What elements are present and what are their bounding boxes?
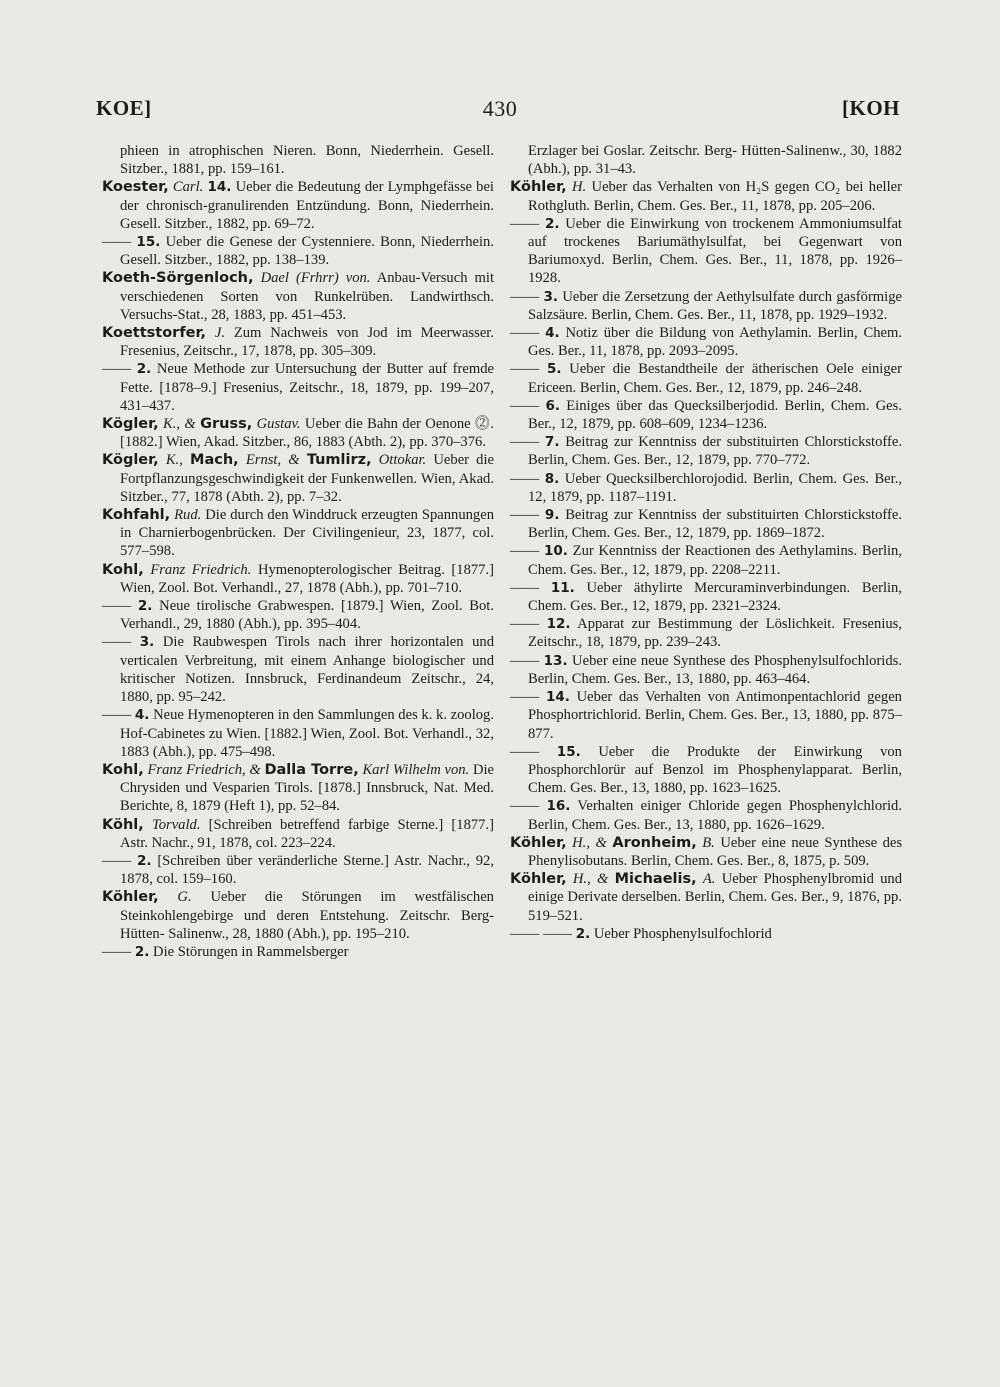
bibliography-entry [510,288,902,324]
author-surname: Kögler, [102,452,159,469]
entry-number: 12. [546,616,571,633]
bibliography-entry [102,706,494,761]
repeat-author-dash: —— [510,434,540,451]
bibliography-entry [102,142,494,178]
bibliography-entry [510,579,902,615]
author-surname: Kohl, [102,561,144,578]
author-surname: Kögler, [102,416,159,433]
entry-number: 10. [543,543,568,560]
entry-text: Erzlager bei Goslar. Zeitschr. Berg- Hütten-Salinenw., 30, 1882 (Abh.), pp. 31–43. [528,143,902,178]
entry-text: Neue tirolische Grabwespen. [1879.] Wien, Zool. Bot. Verhandl., 29, 1880 (Abh.), pp. 395–404. [120,598,494,633]
author-given-name: Franz Friedrich. [150,561,252,578]
author-surname: Tumlirz, [306,452,372,469]
repeat-author-dash: —— [510,215,540,232]
entry-text: Ueber die Bedeutung der Lymphgefässe bei der chronisch-granulirenden Entzündung. Bonn, Niederrhein. Gesell. Sitzber., 1882, pp. 69–72. [120,179,494,232]
entry-number: 2. [544,215,560,232]
author-surname: Michaelis, [614,871,697,888]
bibliography-entry [510,324,902,360]
repeat-author-dash: —— [510,543,540,560]
entry-number: 4. [545,325,560,342]
repeat-author-dash: —— —— [510,925,573,942]
entry-text: Ueber eine neue Synthese des Phenylisobutans. Berlin, Chem. Ges. Ber., 8, 1875, p. 509. [528,834,903,869]
author-surname: Kohl, [102,761,144,778]
entry-number: 2. [136,852,152,869]
running-head-left: KOE] [96,96,152,120]
entry-number: 2. [137,598,153,615]
author-given-name: A. [702,871,716,888]
entry-text: Zum Nachweis von Jod im Meerwasser. Fresenius, Zeitschr., 17, 1878, pp. 305–309. [120,325,495,360]
author-surname: Köhler, [510,834,567,851]
bibliography-entry [510,797,902,833]
bibliography-entry [510,178,902,214]
bibliography-entry [510,743,902,798]
repeat-author-dash: —— [510,470,540,487]
entry-text: Ueber die Bestandtheile der ätherischen Oele einiger Ericeen. Berlin, Chem. Ges. Ber., 12, 1879, pp. 246–248. [528,361,902,396]
author-given-name: K., [165,452,183,469]
entry-number: 3. [543,288,559,305]
author-given-name: K., & [163,416,196,433]
entry-number: 7. [544,434,560,451]
repeat-author-dash: —— [510,652,540,669]
entry-text: Ueber die Bahn der Oenone ⓶. [1882.] Wien, Akad. Sitzber., 86, 1883 (Abth. 2), pp. 370–376. [120,416,494,451]
repeat-author-dash: —— [102,598,132,615]
entry-number: 15. [136,234,161,251]
entry-text: Beitrag zur Kenntniss der substituirten Chlorstickstoffe. Berlin, Chem. Ges. Ber., 12, 1879, pp. 1869–1872. [528,507,902,542]
entry-number: 4. [134,707,150,724]
bibliography-entry [102,178,494,233]
repeat-author-dash: —— [510,689,540,706]
entry-number: 15. [556,743,581,760]
entry-number: 14. [207,179,232,196]
repeat-author-dash: —— [102,707,132,724]
author-given-name: Ottokar. [378,452,427,469]
repeat-author-dash: —— [510,397,540,414]
entry-text: Notiz über die Bildung von Aethylamin. Berlin, Chem. Ges. Ber., 11, 1878, pp. 2093–2095. [528,325,902,360]
entry-text: Die Chrysiden und Vesparien Tirols. [1878.] Innsbruck, Nat. Med. Berichte, 8, 1879 (Heft 1), pp. 52–84. [120,761,495,815]
entry-number: 9. [544,507,560,524]
author-surname: Köhl, [102,816,144,833]
entry-number: 11. [550,579,575,596]
entry-text: Die Raubwespen Tirols nach ihrer horizontalen und verticalen Verbreitung, mit einem Anhange biologischer und kritischer Notizen. Innsbruck, Ferdinandeum Zeitschr., 24, 1880, pp. 95–242. [120,634,494,706]
entry-number: 6. [545,397,560,414]
entry-number: 8. [544,470,560,487]
bibliography-entry [510,925,902,943]
entry-number: 13. [543,652,568,669]
author-given-name: Franz Friedrich, & [147,761,261,778]
author-surname: Koettstorfer, [102,325,206,342]
entry-number: 14. [545,689,570,706]
repeat-author-dash: —— [510,288,540,305]
entry-text: Ueber die Zersetzung der Aethylsulfate durch gasförmige Salzsäure. Berlin, Chem. Ges. Ber., 11, 1878, pp. 1929–1932. [528,288,902,323]
repeat-author-dash: —— [510,507,540,524]
entry-number: 2. [575,925,591,942]
bibliography-entry [102,269,494,324]
bibliography-entry [510,433,902,469]
bibliography-entry [102,324,494,360]
repeat-author-dash: —— [102,234,132,251]
bibliography-entry [102,561,494,597]
repeat-author-dash: —— [102,943,132,960]
entry-text: Ueber Phosphenylbromid und einige Derivate derselben. Berlin, Chem. Ges. Ber., 9, 1876, pp. 519–521. [528,871,903,924]
bibliography-entry [510,397,902,433]
author-surname: Gruss, [200,416,253,433]
entry-text: Einiges über das Quecksilberjodid. Berlin, Chem. Ges. Ber., 12, 1879, pp. 608–609, 1234–1236. [528,397,902,433]
entry-text: Ueber die Störungen im westfälischen Steinkohlengebirge und deren Entstehung. Zeitschr. Berg- Hütten- Salinenw., 28, 1880 (Abh.), pp. 195–210. [120,889,494,942]
bibliography-entry [102,633,494,706]
bibliography-entry [510,142,902,178]
bibliography-entry [102,451,494,506]
author-surname: Koeth-Sörgenloch, [102,270,254,287]
bibliography-entry [510,542,902,578]
entry-number: 16. [546,798,571,815]
bibliography-entry [510,470,902,506]
repeat-author-dash: —— [102,852,132,869]
bibliography-entry [102,506,494,561]
author-given-name: Karl Wilhelm von. [362,761,470,778]
entry-text: Neue Hymenopteren in den Sammlungen des k. k. zoolog. Hof-Cabinetes zu Wien. [1882.] Wien, Zool. Bot. Verhandl., 32, 1883 (Abh.), pp. 475–498. [120,707,495,760]
entry-text: Ueber die Produkte der Einwirkung von Phosphorchlorür auf Benzol im Phosphenylapparat. Berlin, Chem. Ges. Ber., 13, 1880, pp. 1623–1625. [528,743,902,797]
entry-text: Ueber Quecksilberchlorojodid. Berlin, Chem. Ges. Ber., 12, 1879, pp. 1187–1191. [528,470,903,505]
repeat-author-dash: —— [510,325,540,342]
author-given-name: Ernst, & [245,452,300,469]
bibliography-entry [510,360,902,396]
repeat-author-dash: —— [102,361,132,378]
repeat-author-dash: —— [510,361,540,378]
author-given-name: H. [571,179,587,196]
bibliography-entry [510,506,902,542]
author-surname: Mach, [190,452,239,469]
entry-text: Ueber die Genese der Cystenniere. Bonn, Niederrhein. Gesell. Sitzber., 1882, pp. 138–139. [120,234,494,269]
repeat-author-dash: —— [510,743,540,760]
author-surname: Köhler, [510,871,567,888]
author-surname: Kohfahl, [102,507,171,524]
repeat-author-dash: —— [102,634,132,651]
entry-number: 2. [134,943,150,960]
author-given-name: G. [177,889,192,906]
entry-text: Zur Kenntniss der Reactionen des Aethylamins. Berlin, Chem. Ges. Ber., 12, 1879, pp. 2208–2211. [528,543,903,578]
entry-text: Anbau-Versuch mit verschiedenen Sorten von Runkelrüben. Landwirthsch. Versuchs-Stat., 28, 1883, pp. 451–453. [120,270,495,323]
author-given-name: H., & [572,834,607,851]
author-given-name: Carl. [172,179,204,196]
entry-text: phieen in atrophischen Nieren. Bonn, Niederrhein. Gesell. Sitzber., 1881, pp. 159–161. [120,143,494,178]
entry-text: Ueber das Verhalten von Antimonpentachlorid gegen Phosphortrichlorid. Berlin, Chem. Ges. Ber., 13, 1880, pp. 875–877. [528,689,902,742]
repeat-author-dash: —— [510,798,540,815]
bibliography-entry [102,888,494,943]
author-surname: Aronheim, [612,834,697,851]
author-given-name: B. [702,834,715,851]
entry-number: 3. [139,634,155,651]
left-column [102,142,494,961]
bibliography-entry [102,816,494,852]
author-surname: Köhler, [102,889,159,906]
entry-number: 5. [546,361,562,378]
right-column [510,142,902,943]
bibliography-entry [102,597,494,633]
author-given-name: Rud. [174,507,202,524]
author-given-name: Torvald. [151,816,201,833]
author-surname: Dalla Torre, [264,761,359,778]
entry-number: 2. [136,361,152,378]
entry-text: Ueber das Verhalten von H₂S gegen CO₂ bei heller Rothgluth. Berlin, Chem. Ges. Ber., 11, 1878, pp. 205–206. [528,179,902,214]
author-given-name: J. [214,325,225,342]
bibliography-entry [510,870,902,925]
bibliography-entry [102,415,494,451]
entry-text: Apparat zur Bestimmung der Löslichkeit. Fresenius, Zeitschr., 18, 1879, pp. 239–243. [528,616,903,651]
bibliography-entry [102,360,494,415]
page-number: 430 [482,96,518,121]
running-head-right: [KOH [842,96,900,120]
bibliography-entry [510,615,902,651]
entry-text: Beitrag zur Kenntniss der substituirten Chlorstickstoffe. Berlin, Chem. Ges. Ber., 12, 1879, pp. 770–772. [528,434,902,469]
repeat-author-dash: —— [510,616,540,633]
bibliography-entry [102,852,494,888]
bibliography-entry [510,834,902,870]
entry-text: Neue Methode zur Untersuchung der Butter auf fremde Fette. [1878–9.] Fresenius, Zeitschr., 18, 1879, pp. 199–207, 431–437. [120,361,494,414]
entry-text: Ueber Phosphenylsulfochlorid [593,925,772,942]
author-surname: Koester, [102,179,169,196]
author-given-name: H., & [572,871,609,888]
entry-text: Ueber eine neue Synthese des Phosphenylsulfochlorids. Berlin, Chem. Ges. Ber., 13, 1880, pp. 463–464. [528,652,902,687]
entry-text: Ueber die Fortpflanzungsgeschwindigkeit der Funkenwellen. Wien, Akad. Sitzber., 77, 1878 (Abth. 2), pp. 7–32. [120,452,495,505]
entry-text: Ueber die Einwirkung von trockenem Ammoniumsulfat auf trockenes Bariumäthylsulfat, bei Gegenwart von Bariumoxyd. Berlin, Chem. Ges. Ber., 11, 1878, pp. 1926–1928. [528,215,902,287]
bibliography-entry [510,688,902,743]
entry-text: Ueber äthylirte Mercuraminverbindungen. Berlin, Chem. Ges. Ber., 12, 1879, pp. 2321–2324. [528,579,903,615]
author-given-name: Dael (Frhrr) von. [260,270,371,287]
bibliography-entry [510,215,902,288]
entry-text: Die Störungen in Rammelsberger [153,943,349,960]
author-surname: Köhler, [510,179,567,196]
entry-text: Verhalten einiger Chloride gegen Phosphenylchlorid. Berlin, Chem. Ges. Ber., 13, 1880, pp. 1626–1629. [528,798,902,833]
bibliography-entry [510,652,902,688]
bibliography-entry [102,943,494,961]
entry-text: Hymenopterologischer Beitrag. [1877.] Wien, Zool. Bot. Verhandl., 27, 1878 (Abh.), pp. 701–710. [120,561,494,596]
entry-text: [Schreiben über veränderliche Sterne.] Astr. Nachr., 92, 1878, col. 159–160. [120,852,494,888]
bibliography-entry [102,233,494,269]
entry-text: Die durch den Winddruck erzeugten Spannungen in Charnierbogenbrücken. Der Civilingenieur, 23, 1877, col. 577–598. [120,507,495,560]
entry-text: [Schreiben betreffend farbige Sterne.] [1877.] Astr. Nachr., 91, 1878, col. 223–224. [120,816,494,851]
repeat-author-dash: —— [510,579,540,596]
bibliography-entry [102,761,494,816]
author-given-name: Gustav. [256,416,301,433]
